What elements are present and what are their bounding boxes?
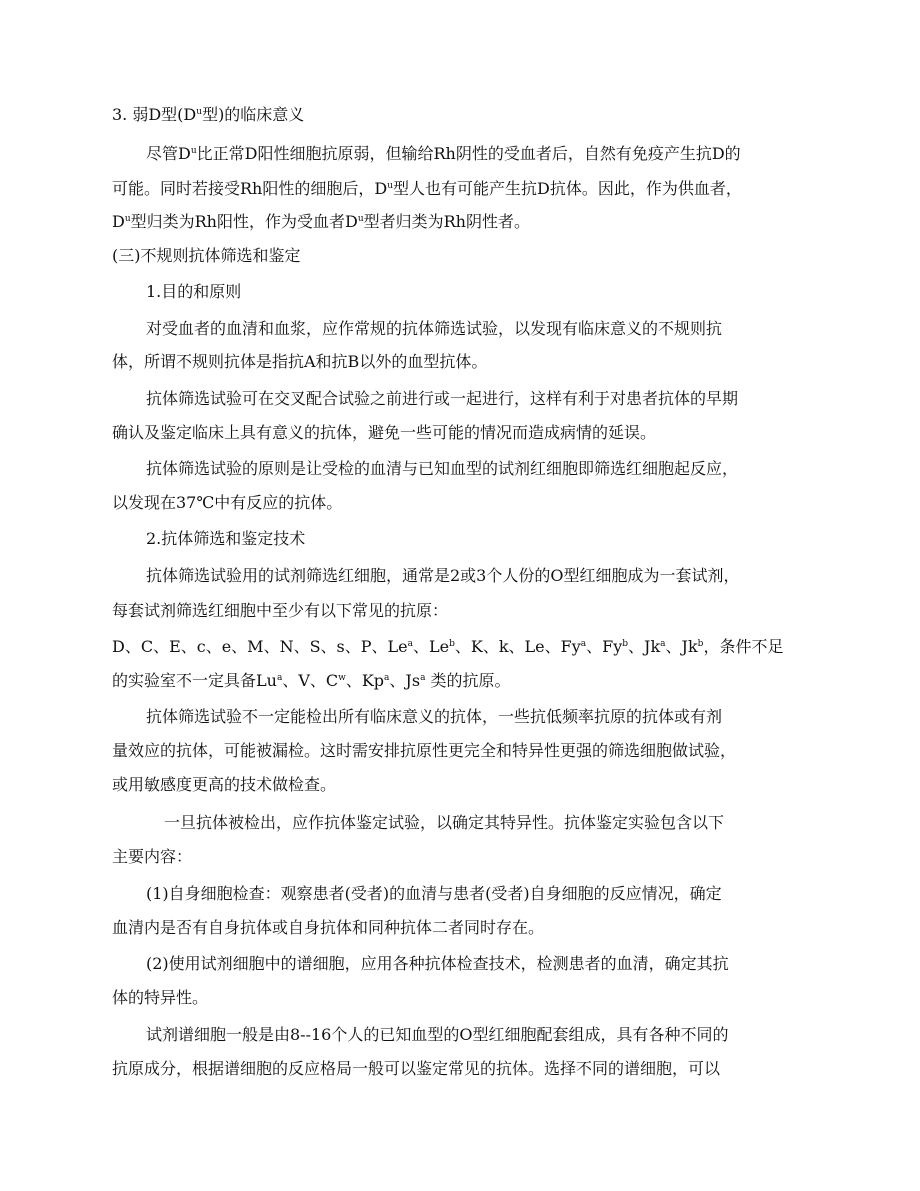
subsection-heading-purpose: 1.目的和原则 bbox=[146, 282, 242, 301]
paragraph-line: 体，所谓不规则抗体是指抗A和抗B以外的血型抗体。 bbox=[112, 352, 488, 371]
paragraph-line: 抗体筛选试验的原则是让受检的血清与已知血型的试剂红细胞即筛选红细胞起反应， bbox=[146, 459, 739, 478]
paragraph-line: 抗体筛选试验不一定能检出所有临床意义的抗体，一些抗低频率抗原的抗体或有剂 bbox=[146, 707, 723, 726]
paragraph-line: 对受血者的血清和血浆，应作常规的抗体筛选试验，以发现有临床意义的不规则抗 bbox=[146, 319, 723, 338]
paragraph-line: $D^u$型归类为Rh阳性，作为受血者$D^u$型者归类为Rh阴性者。 bbox=[112, 212, 530, 231]
paragraph-line: 或用敏感度更高的技术做检查。 bbox=[112, 775, 337, 794]
section-heading-irregular-antibody: (三)不规则抗体筛选和鉴定 bbox=[112, 246, 301, 265]
paragraph-line: 试剂谱细胞一般是由8--16个人的已知血型的O型红细胞配套组成，具有各种不同的 bbox=[146, 1025, 729, 1044]
paragraph-line: 主要内容： bbox=[112, 847, 193, 866]
paragraph-line: 每套试剂筛选红细胞中至少有以下常见的抗原： bbox=[112, 601, 449, 620]
paragraph-line: 抗体筛选试验可在交叉配合试验之前进行或一起进行，这样有利于对患者抗体的早期 bbox=[146, 389, 739, 408]
paragraph-line: 可能。同时若接受Rh阳性的细胞后，$D^u$型人也有可能产生抗D抗体。因此，作为供血者， bbox=[112, 179, 742, 198]
paragraph-line: 以发现在37℃中有反应的抗体。 bbox=[112, 493, 343, 512]
subsection-heading-technique: 2.抗体筛选和鉴定技术 bbox=[146, 529, 306, 548]
list-item-panel-cells: (2)使用试剂细胞中的谱细胞，应用各种抗体检查技术，检测患者的血清，确定其抗 bbox=[146, 954, 729, 973]
paragraph-line: 尽管$D^u$比正常D阳性细胞抗原弱，但输给Rh阴性的受血者后，自然有免疫产生抗D的 bbox=[146, 144, 741, 163]
paragraph-line: 抗原成分，根据谱细胞的反应格局一般可以鉴定常见的抗体。选择不同的谱细胞，可以 bbox=[112, 1059, 721, 1078]
paragraph-line: 确认及鉴定临床上具有意义的抗体，避免一些可能的情况而造成病情的延误。 bbox=[112, 423, 657, 442]
list-item-autologous-check: (1)自身细胞检查：观察患者(受者)的血清与患者(受者)自身细胞的反应情况，确定 bbox=[146, 884, 722, 903]
paragraph-line: 抗体筛选试验用的试剂筛选红细胞，通常是2或3个人份的O型红细胞成为一套试剂， bbox=[146, 566, 740, 585]
antigen-list-line: 的实验室不一定具备Lu$^a$、V、$C^w$、Kp$^a$、Js$^a$ 类的抗原。 bbox=[112, 671, 511, 690]
list-item-continuation: 体的特异性。 bbox=[112, 988, 209, 1007]
paragraph-line: 一旦抗体被检出，应作抗体鉴定试验，以确定其特异性。抗体鉴定实验包含以下 bbox=[164, 813, 725, 832]
section-heading-weak-d: 3. 弱D型($D^u$型)的临床意义 bbox=[112, 105, 305, 124]
antigen-list-line: D、C、E、c、e、M、N、S、s、P、Le$^a$、Le$^b$、K、k、Le、Fy$^a$、Fy$^b$、Jk$^a$、Jk$^b$，条件不足 bbox=[112, 637, 784, 656]
list-item-continuation: 血清内是否有自身抗体或自身抗体和同种抗体二者同时存在。 bbox=[112, 918, 545, 937]
paragraph-line: 量效应的抗体，可能被漏检。这时需安排抗原性更完全和特异性更强的筛选细胞做试验， bbox=[112, 741, 737, 760]
